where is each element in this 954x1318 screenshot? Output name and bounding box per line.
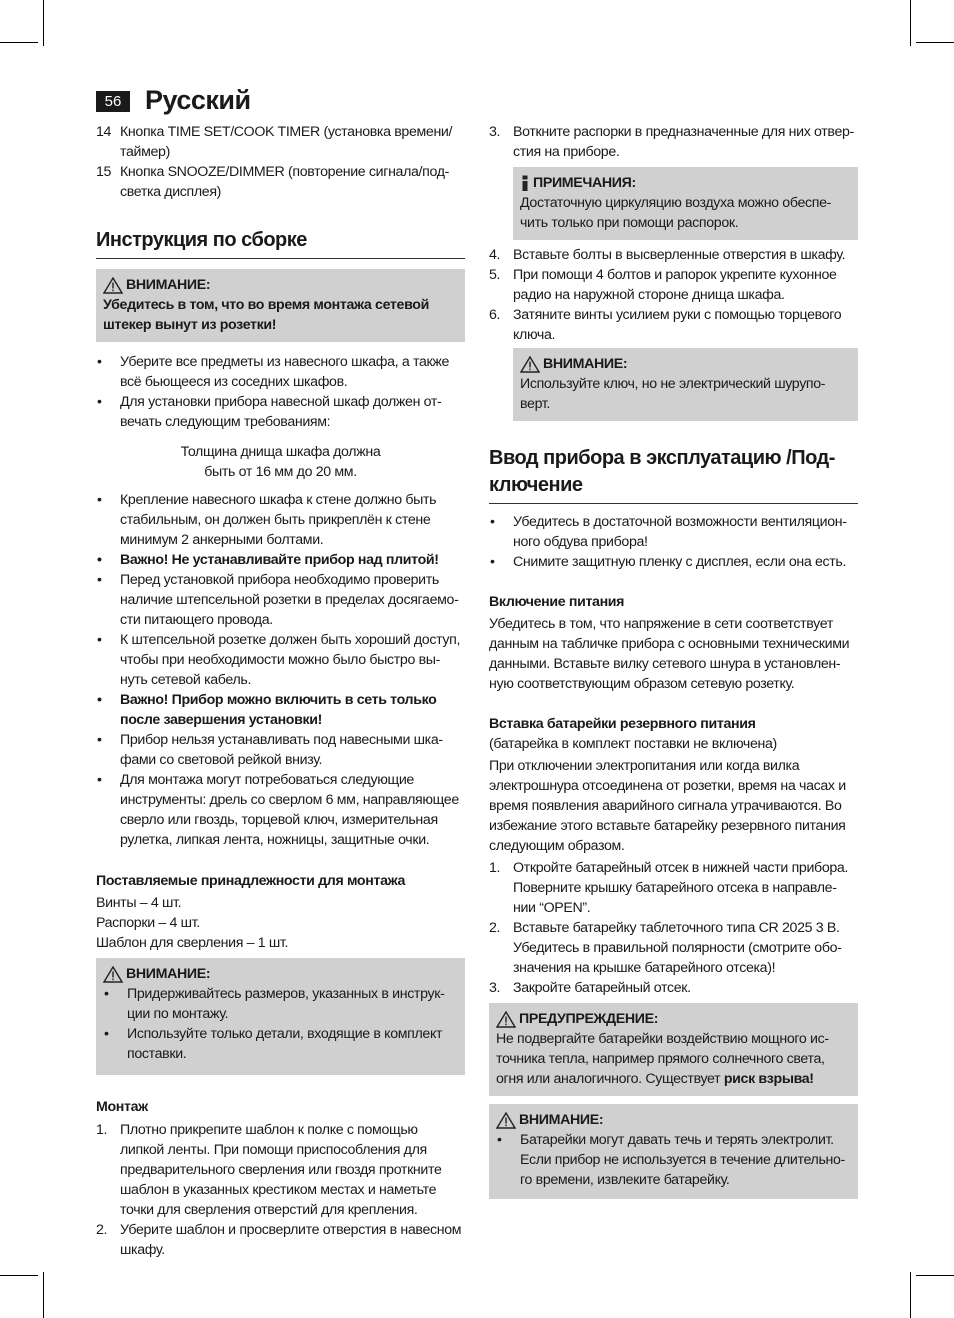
list-item: • Важно! Прибор можно включить в сеть только после завершения установки! (97, 692, 437, 728)
list-item: • Убедитесь в достаточной возможности вентиляцион- ного обдува прибора! (490, 514, 847, 550)
warning-title: ВНИМАНИЕ: (126, 966, 211, 982)
accessory-item: Винты – 4 шт. (96, 895, 182, 911)
accessory-item: Распорки – 4 шт. (96, 915, 200, 931)
list-item: 5. При помощи 4 болтов и рапорок укрепите кухонное радио на наружной стороне днища шкафа. (489, 267, 837, 303)
requirement-line: Толщина днища шкафа должна (180, 444, 381, 460)
info-icon (520, 175, 530, 192)
list-item: 4. Вставьте болты в высверленные отверстия в шкафу. (489, 247, 846, 263)
list-item: • Для монтажа могут потребоваться следующие инструменты: дрель со сверлом 6 мм, направляющее сверло или гвоздь, торцевой ключ, измерительная рулетка, липкая лента, ножницы, защитные очки. (97, 772, 459, 848)
list-item: 6. Затяните винты усилием руки с помощью торцевого ключа. (489, 307, 842, 343)
right-column (489, 122, 858, 1199)
page-language-title: Русский (145, 85, 251, 115)
list-item: 1. Плотно прикрепите шаблон к полке с помощью липкой ленты. При помощи приспособления для предварительного сверления или гвоздя проткните шаблон в указанных крестиком местах и наметьте точки для сверления отверстий для крепления. (96, 1122, 442, 1218)
power-heading: Включение питания (489, 594, 625, 610)
list-item: • Придерживайтесь размеров, указанных в инструк- ции по монтажу. (104, 986, 445, 1022)
crop-mark (43, 0, 44, 46)
connect-list (489, 512, 858, 572)
crop-mark (910, 1272, 911, 1318)
warning-text: Убедитесь в том, что во время монтажа сетевой штекер вынут из розетки! (103, 297, 429, 333)
note-box (513, 167, 858, 240)
accessory-item: Шаблон для сверления – 1 шт. (96, 935, 289, 951)
crop-mark (0, 1275, 38, 1276)
list-item: • Крепление навесного шкафа к стене должно быть стабильным, он должен быть прикреплён к стене минимум 2 анкерными болтами. (97, 492, 437, 548)
list-item: • Перед установкой прибора необходимо проверить наличие штепсельной розетки в пределах досягаемо- сти питающего провода. (97, 572, 459, 628)
crop-mark (43, 1272, 44, 1318)
mount-heading: Монтаж (96, 1099, 148, 1115)
mount-steps-continued (489, 245, 858, 345)
list-item: 2. Уберите шаблон и просверлите отверстия в навесном шкафу. (96, 1222, 462, 1258)
caution-box (489, 1003, 858, 1096)
requirement-line: быть от 16 мм до 20 мм. (204, 464, 357, 480)
warning-text: Используйте ключ, но не электрический шурупо- верт. (520, 376, 826, 412)
warning-title: ВНИМАНИЕ: (126, 277, 211, 293)
warning-box (513, 348, 858, 421)
warning-box (96, 958, 465, 1075)
battery-heading: Вставка батарейки резервного питания (489, 716, 756, 732)
caution-title: ПРЕДУПРЕЖДЕНИЕ: (519, 1011, 659, 1027)
caution-text: Не подвергайте батарейки воздействию мощного ис- точника тепла, например прямого солнечного света, огня или аналогичного. Существует риск взрыва! (496, 1031, 829, 1087)
installation-list (96, 490, 465, 850)
accessories-heading: Поставляемые принадлежности для монтажа (96, 873, 406, 889)
crop-mark (910, 0, 911, 46)
list-item: • Уберите все предметы из навесного шкафа, а также всё бьющееся из соседних шкафов. (97, 354, 450, 390)
explosion-risk: риск взрыва! (723, 1071, 814, 1087)
list-item: 2. Вставьте батарейку таблеточного типа CR 2025 3 В. Убедитесь в правильной полярности (смотрите обо- значения на крышке батарейного отсека)! (489, 920, 842, 976)
warning-title: ВНИМАНИЕ: (543, 356, 628, 372)
warning-triangle-icon (496, 1112, 516, 1129)
battery-text: При отключении электропитания или когда вилка электрошнура отсоединена от розетки, время на часах и время появления аварийного сигнала утрачиваются. Во избежание этого вставьте батарейку резервного питания следующим образом. (489, 758, 846, 854)
assembly-heading: Инструкция по сборке (96, 227, 465, 259)
warning-triangle-icon (103, 966, 123, 983)
list-item: 1. Откройте батарейный отсек в нижней части прибора. Поверните крышку батарейного отсека в направле- нии “OPEN”. (489, 860, 849, 916)
list-item: • Для установки прибора навесной шкаф должен от- вечать следующим требованиям: (97, 394, 442, 430)
crop-mark (0, 42, 38, 43)
list-item: 15 Кнопка SNOOZE/DIMMER (повторение сигнала/под- светка дисплея) (96, 164, 450, 200)
crop-mark (916, 1275, 954, 1276)
mount-steps (96, 1120, 465, 1260)
crop-mark (916, 42, 954, 43)
warning-triangle-icon (520, 356, 540, 373)
battery-steps (489, 858, 858, 998)
power-text: Убедитесь в том, что напряжение в сети соответствует данным на табличке прибора с основными техническими данными. Вставьте вилку сетевого шнура в установлен- ную соответствующим образом сетевую розетку. (489, 616, 850, 692)
warning-triangle-icon (103, 277, 123, 294)
list-item: • Снимите защитную пленку с дисплея, если она есть. (490, 554, 847, 570)
note-text: Достаточную циркуляцию воздуха можно обеспе- чить только при помощи распорок. (520, 195, 831, 231)
page-number: 56 (96, 91, 130, 112)
list-item: • Важно! Не устанавливайте прибор над плитой! (97, 552, 439, 568)
list-item: • Батарейки могут давать течь и терять электролит. Если прибор не используется в течение длительно- го времени, извлеките батарейку. (497, 1132, 845, 1188)
warning-box (96, 269, 465, 342)
warning-triangle-icon (496, 1011, 516, 1028)
list-item: • Используйте только детали, входящие в комплект поставки. (104, 1026, 443, 1062)
list-item: 3. Воткните распорки в предназначенные для них отвер- стия на приборе. (489, 124, 854, 160)
list-item: 3. Закройте батарейный отсек. (489, 980, 691, 996)
connect-heading: Ввод прибора в эксплуатацию /Под- ключение (489, 445, 858, 504)
warning-title: ВНИМАНИЕ: (519, 1112, 604, 1128)
warning-box (489, 1104, 858, 1199)
list-item: 14 Кнопка TIME SET/COOK TIMER (установка времени/ таймер) (96, 124, 453, 160)
left-column (96, 122, 465, 1260)
list-item: • К штепсельной розетке должен быть хороший доступ, чтобы при необходимости можно было быстро вы- нуть сетевой кабель. (97, 632, 461, 688)
battery-subheading: (батарейка в комплект поставки не включена) (489, 736, 777, 752)
requirements-list (96, 352, 465, 432)
note-title: ПРИМЕЧАНИЯ: (533, 175, 636, 191)
list-item: • Прибор нельзя устанавливать под навесными шка- фами со световой рейкой внизу. (97, 732, 443, 768)
